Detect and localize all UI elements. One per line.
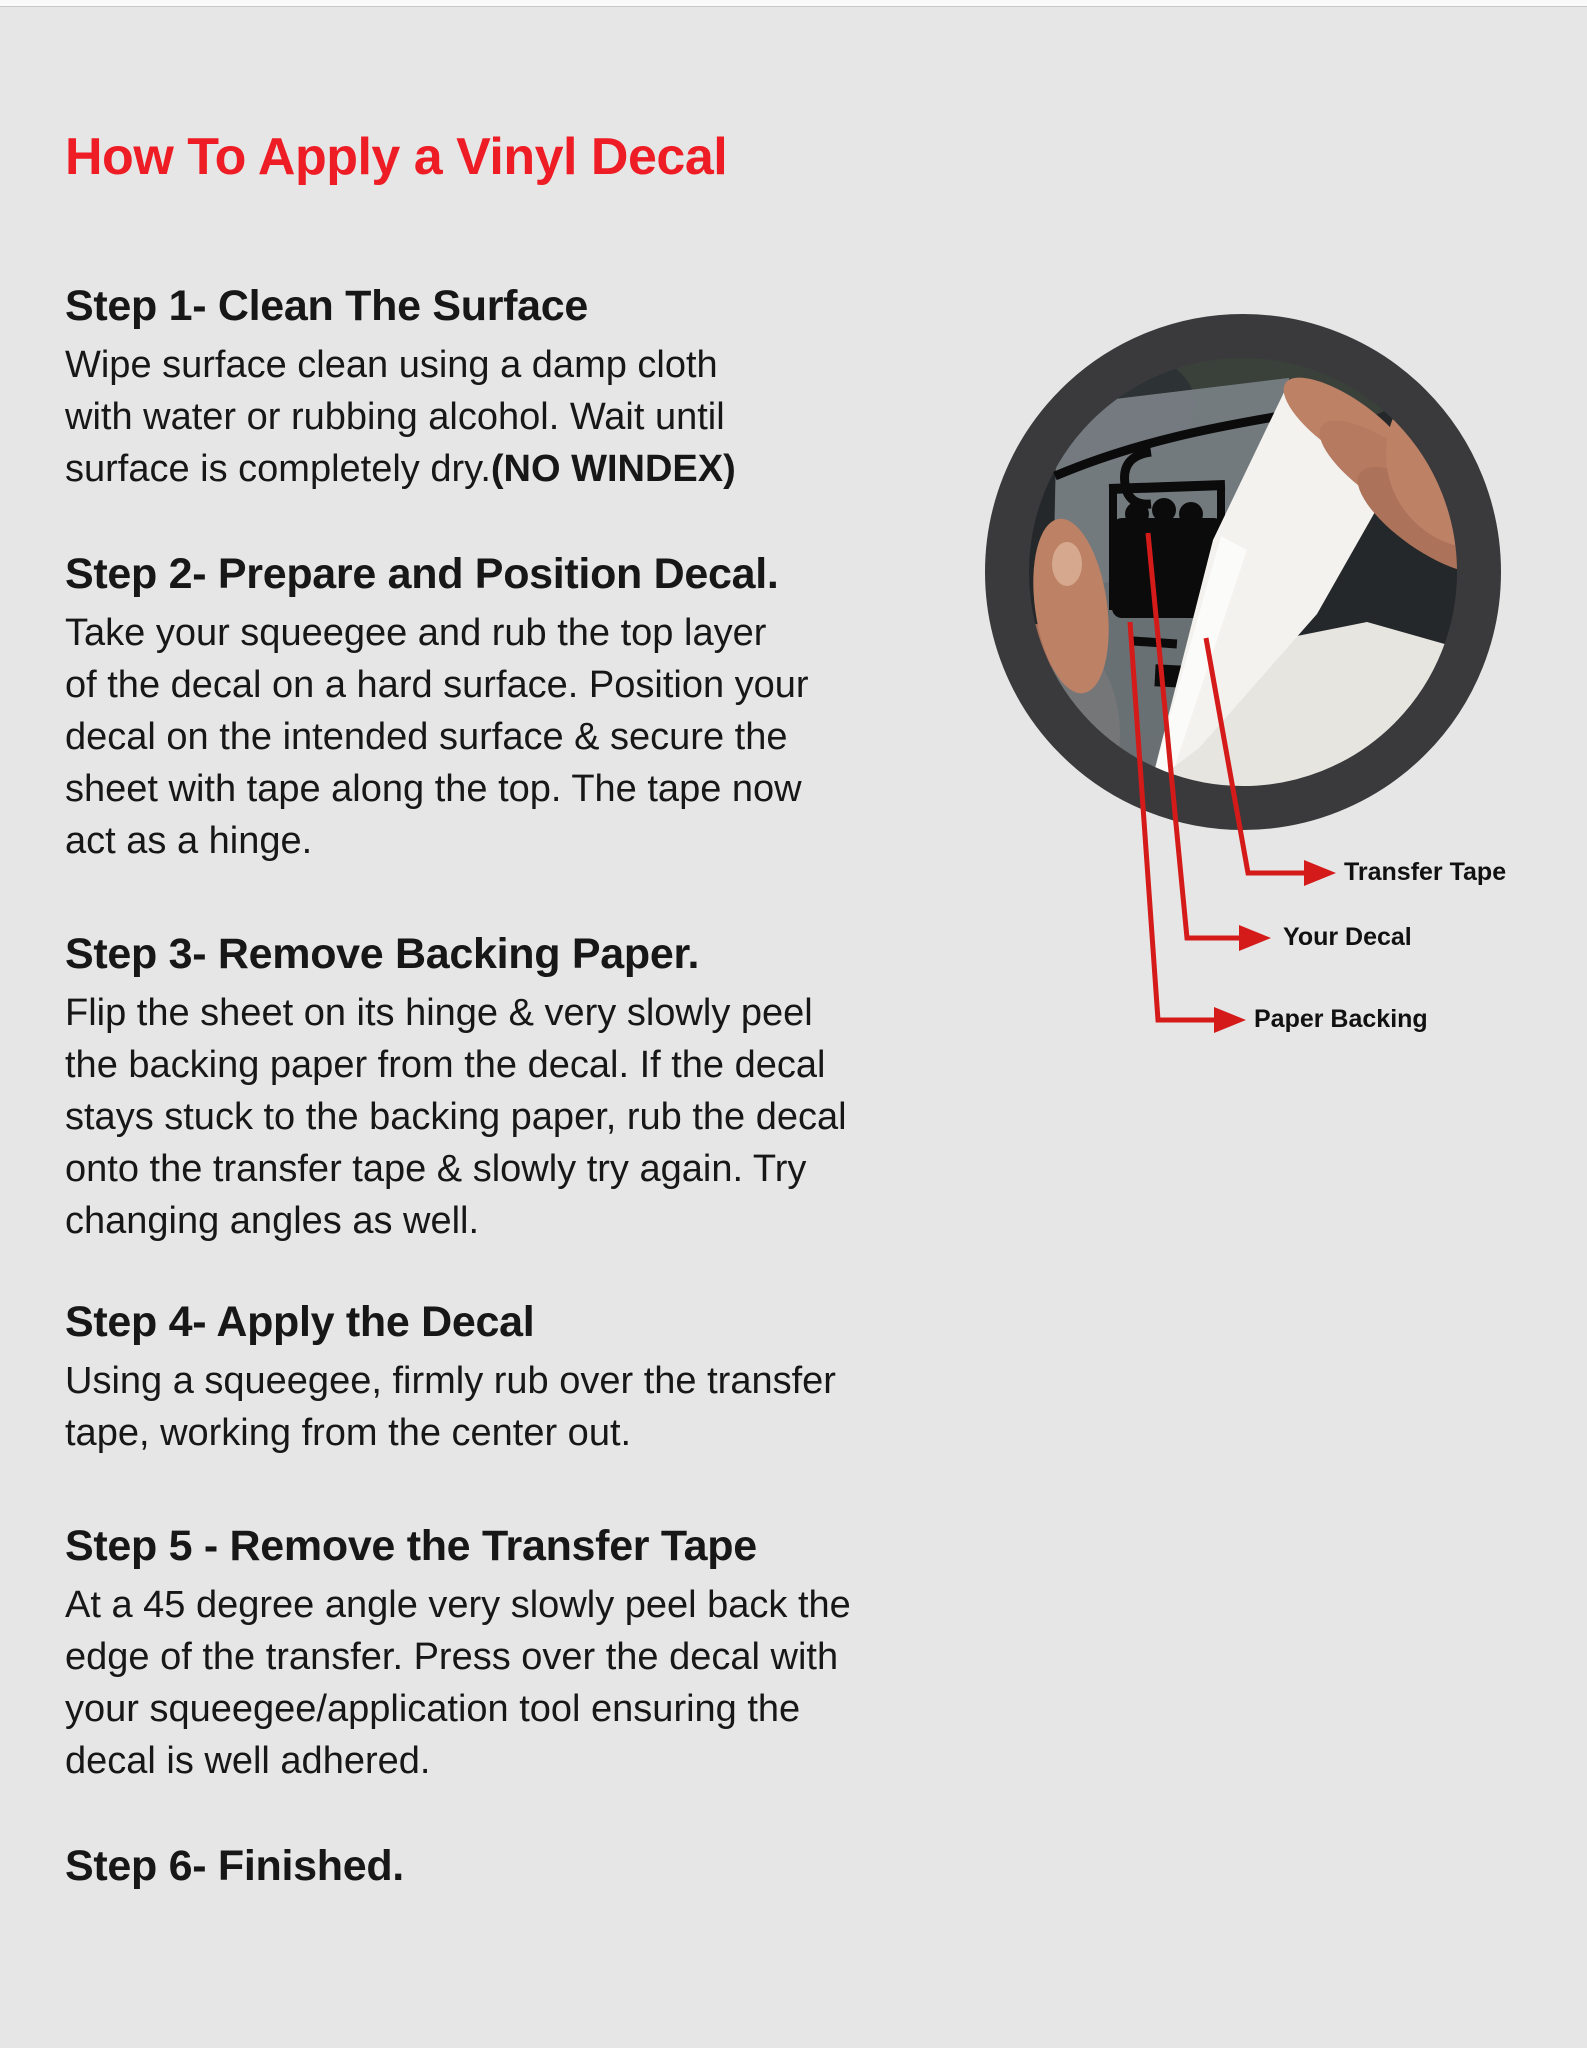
body-line: Flip the sheet on its hinge & very slowly peel bbox=[65, 992, 813, 1034]
step-4 bbox=[65, 1298, 1065, 1459]
your-decal-arrowhead bbox=[1239, 925, 1271, 951]
body-line: Take your squeegee and rub the top layer bbox=[65, 612, 767, 654]
step-5 bbox=[65, 1522, 1065, 1787]
body-line: changing angles as well. bbox=[65, 1200, 480, 1242]
body-line: with water or rubbing alcohol. Wait until bbox=[65, 396, 725, 438]
step-5-body bbox=[65, 1579, 1065, 1787]
page-top-edge bbox=[0, 0, 1587, 7]
step-6 bbox=[65, 1842, 1065, 1891]
step-2 bbox=[65, 550, 1065, 867]
body-line: Using a squeegee, firmly rub over the transfer bbox=[65, 1360, 836, 1402]
body-line: act as a hinge. bbox=[65, 820, 313, 862]
step-3-heading: Step 3- Remove Backing Paper. bbox=[65, 930, 700, 978]
your-decal-label: Your Decal bbox=[1283, 923, 1412, 951]
step-1 bbox=[65, 282, 1065, 495]
body-line: edge of the transfer. Press over the decal with bbox=[65, 1636, 839, 1678]
body-line: Wipe surface clean using a damp cloth bbox=[65, 344, 718, 386]
step-5-heading: Step 5 - Remove the Transfer Tape bbox=[65, 1522, 757, 1570]
page-title: How To Apply a Vinyl Decal bbox=[65, 128, 728, 186]
step-2-body bbox=[65, 607, 1065, 867]
step-4-heading: Step 4- Apply the Decal bbox=[65, 1298, 535, 1346]
paper-backing-arrowhead bbox=[1214, 1007, 1246, 1033]
decal-photo bbox=[985, 314, 1501, 830]
body-line: your squeegee/application tool ensuring the bbox=[65, 1688, 801, 1730]
body-line: onto the transfer tape & slowly try again. Try bbox=[65, 1148, 807, 1190]
step-1-heading: Step 1- Clean The Surface bbox=[65, 282, 588, 330]
body-line: of the decal on a hard surface. Position your bbox=[65, 664, 809, 706]
step-2-heading: Step 2- Prepare and Position Decal. bbox=[65, 550, 779, 598]
step-3-body bbox=[65, 987, 1065, 1247]
body-line bbox=[65, 443, 1065, 495]
step-3 bbox=[65, 930, 1065, 1247]
body-line: decal on the intended surface & secure the bbox=[65, 716, 788, 758]
step-6-heading: Step 6- Finished. bbox=[65, 1842, 404, 1890]
paper-backing-label: Paper Backing bbox=[1254, 1005, 1428, 1033]
step-1-body bbox=[65, 339, 1065, 495]
body-line: the backing paper from the decal. If the decal bbox=[65, 1044, 826, 1086]
body-line: At a 45 degree angle very slowly peel back the bbox=[65, 1584, 851, 1626]
body-line-text: surface is completely dry. bbox=[65, 448, 491, 490]
transfer-tape-arrowhead bbox=[1304, 860, 1336, 886]
body-line: sheet with tape along the top. The tape now bbox=[65, 768, 802, 810]
body-line: stays stuck to the backing paper, rub the decal bbox=[65, 1096, 847, 1138]
transfer-tape-label: Transfer Tape bbox=[1344, 858, 1507, 886]
step-4-body bbox=[65, 1355, 1065, 1459]
no-windex-note: (NO WINDEX) bbox=[490, 448, 736, 490]
body-line: tape, working from the center out. bbox=[65, 1412, 632, 1454]
body-line: decal is well adhered. bbox=[65, 1740, 431, 1782]
